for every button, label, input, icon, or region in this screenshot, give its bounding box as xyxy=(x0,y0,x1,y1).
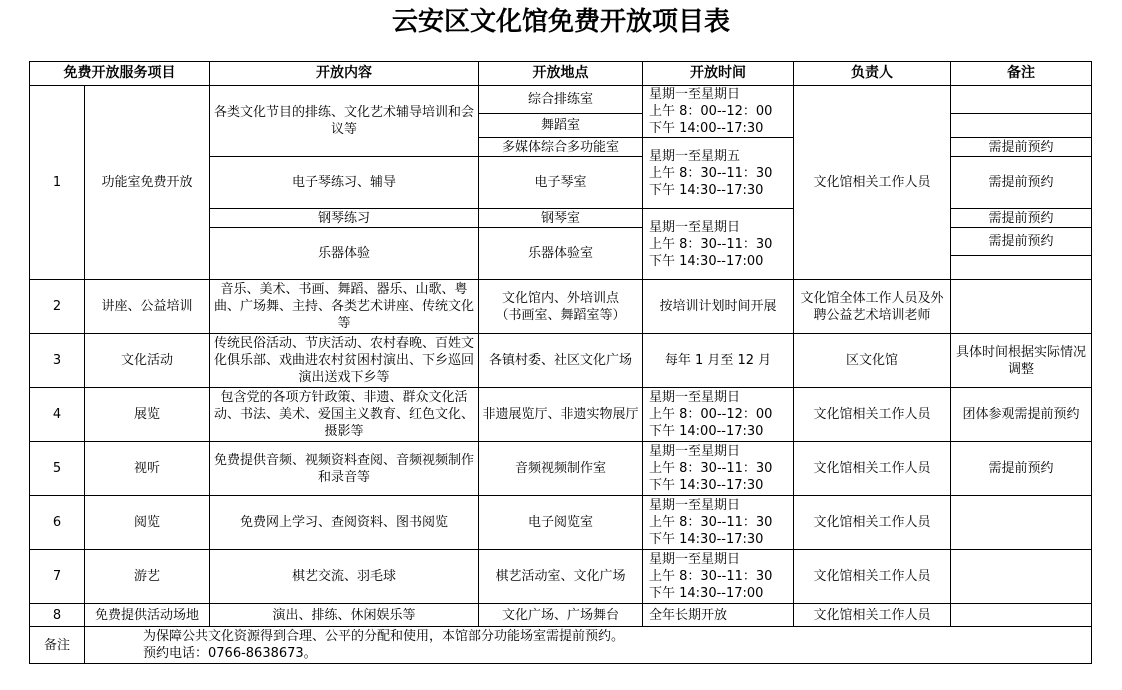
service-item: 功能室免费开放 xyxy=(85,86,210,280)
note-cell xyxy=(951,256,1092,280)
row-number: 2 xyxy=(30,280,85,334)
time-cell: 星期一至星期日 上午 8：30--11：30 下午 14:30--17:00 xyxy=(643,209,794,280)
person-cell: 文化馆全体工作人员及外聘公益艺术培训老师 xyxy=(794,280,951,334)
open-items-table xyxy=(29,61,1092,664)
service-item: 免费提供活动场地 xyxy=(85,604,210,627)
content-cell: 电子琴练习、辅导 xyxy=(210,157,479,209)
service-item: 阅览 xyxy=(85,496,210,550)
person-cell: 文化馆相关工作人员 xyxy=(794,388,951,442)
note-cell xyxy=(951,280,1092,334)
footer-note-line1: 为保障公共文化资源得到合理、公平的分配和使用，本馆部分功能场室需提前预约。 xyxy=(143,629,625,644)
place-cell: 非遗展览厅、非遗实物展厅 xyxy=(479,388,643,442)
service-item: 讲座、公益培训 xyxy=(85,280,210,334)
table-row xyxy=(30,604,1092,627)
time-cell: 星期一至星期日 上午 8：30--11：30 下午 14:30--17:00 xyxy=(643,550,794,604)
place-cell: 文化广场、广场舞台 xyxy=(479,604,643,627)
place-cell: 棋艺活动室、文化广场 xyxy=(479,550,643,604)
content-cell: 免费提供音频、视频资料查阅、音频视频制作和录音等 xyxy=(210,442,479,496)
person-cell: 文化馆相关工作人员 xyxy=(794,86,951,280)
table-row xyxy=(30,86,1092,114)
table-row xyxy=(30,496,1092,550)
time-cell: 星期一至星期五 上午 8：30--11：30 下午 14:30--17:30 xyxy=(643,138,794,209)
place-cell: 乐器体验室 xyxy=(479,228,643,280)
table-row xyxy=(30,550,1092,604)
time-cell: 星期一至星期日 上午 8：30--11：30 下午 14:30--17:30 xyxy=(643,442,794,496)
table-row xyxy=(30,442,1092,496)
note-cell xyxy=(951,550,1092,604)
table-row xyxy=(30,334,1092,388)
row-number: 4 xyxy=(30,388,85,442)
place-cell: 文化馆内、外培训点 （书画室、舞蹈室等） xyxy=(479,280,643,334)
content-cell: 包含党的各项方针政策、非遗、群众文化活动、书法、美术、爱国主义教育、红色文化、摄影等 xyxy=(210,388,479,442)
place-cell: 舞蹈室 xyxy=(479,114,643,138)
row-number: 3 xyxy=(30,334,85,388)
service-item: 展览 xyxy=(85,388,210,442)
note-cell xyxy=(951,114,1092,138)
row-number: 6 xyxy=(30,496,85,550)
footer-row xyxy=(30,627,1092,664)
service-item: 游艺 xyxy=(85,550,210,604)
footer-note xyxy=(85,627,1092,664)
header-time: 开放时间 xyxy=(643,62,794,86)
note-cell: 具体时间根据实际情况调整 xyxy=(951,334,1092,388)
service-item: 文化活动 xyxy=(85,334,210,388)
note-cell xyxy=(951,496,1092,550)
table-row xyxy=(30,280,1092,334)
time-cell: 全年长期开放 xyxy=(643,604,794,627)
time-cell: 每年 1 月至 12 月 xyxy=(643,334,794,388)
header-place: 开放地点 xyxy=(479,62,643,86)
note-cell: 需提前预约 xyxy=(951,209,1092,228)
row-number: 7 xyxy=(30,550,85,604)
content-cell: 钢琴练习 xyxy=(210,209,479,228)
row-number: 5 xyxy=(30,442,85,496)
note-cell: 需提前预约 xyxy=(951,442,1092,496)
header-note: 备注 xyxy=(951,62,1092,86)
content-cell: 棋艺交流、羽毛球 xyxy=(210,550,479,604)
place-cell: 电子琴室 xyxy=(479,157,643,209)
person-cell: 文化馆相关工作人员 xyxy=(794,496,951,550)
table-row xyxy=(30,388,1092,442)
content-cell: 免费网上学习、查阅资料、图书阅览 xyxy=(210,496,479,550)
place-cell: 综合排练室 xyxy=(479,86,643,114)
time-cell: 星期一至星期日 上午 8：30--11：30 下午 14:30--17:30 xyxy=(643,496,794,550)
place-cell: 电子阅览室 xyxy=(479,496,643,550)
header-service-item: 免费开放服务项目 xyxy=(30,62,210,86)
service-item: 视听 xyxy=(85,442,210,496)
note-cell: 需提前预约 xyxy=(951,157,1092,209)
header-person: 负责人 xyxy=(794,62,951,86)
note-cell: 需提前预约 xyxy=(951,228,1092,256)
note-cell xyxy=(951,86,1092,114)
page-title: 云安区文化馆免费开放项目表 xyxy=(391,7,730,37)
place-cell: 多媒体综合多功能室 xyxy=(479,138,643,157)
footer-label: 备注 xyxy=(30,627,85,664)
time-cell: 星期一至星期日 上午 8：00--12：00 下午 14:00--17:30 xyxy=(643,86,794,138)
person-cell: 区文化馆 xyxy=(794,334,951,388)
row-number: 8 xyxy=(30,604,85,627)
content-cell: 乐器体验 xyxy=(210,228,479,280)
place-cell: 音频视频制作室 xyxy=(479,442,643,496)
person-cell: 文化馆相关工作人员 xyxy=(794,604,951,627)
table-header-row xyxy=(30,62,1092,86)
place-cell: 钢琴室 xyxy=(479,209,643,228)
footer-note-line2: 预约电话：0766-8638673。 xyxy=(143,646,317,661)
person-cell: 文化馆相关工作人员 xyxy=(794,442,951,496)
row-number: 1 xyxy=(30,86,85,280)
time-cell: 星期一至星期日 上午 8：00--12：00 下午 14:00--17:30 xyxy=(643,388,794,442)
note-cell xyxy=(951,604,1092,627)
content-cell: 各类文化节目的排练、文化艺术辅导培训和会议等 xyxy=(210,86,479,157)
time-cell: 按培训计划时间开展 xyxy=(643,280,794,334)
content-cell: 传统民俗活动、节庆活动、农村春晚、百姓文化俱乐部、戏曲进农村贫困村演出、下乡巡回演出送戏下乡等 xyxy=(210,334,479,388)
header-content: 开放内容 xyxy=(210,62,479,86)
note-cell: 需提前预约 xyxy=(951,138,1092,157)
person-cell: 文化馆相关工作人员 xyxy=(794,550,951,604)
content-cell: 演出、排练、休闲娱乐等 xyxy=(210,604,479,627)
note-cell: 团体参观需提前预约 xyxy=(951,388,1092,442)
place-cell: 各镇村委、社区文化广场 xyxy=(479,334,643,388)
content-cell: 音乐、美术、书画、舞蹈、器乐、山歌、粤曲、广场舞、主持、各类艺术讲座、传统文化等 xyxy=(210,280,479,334)
